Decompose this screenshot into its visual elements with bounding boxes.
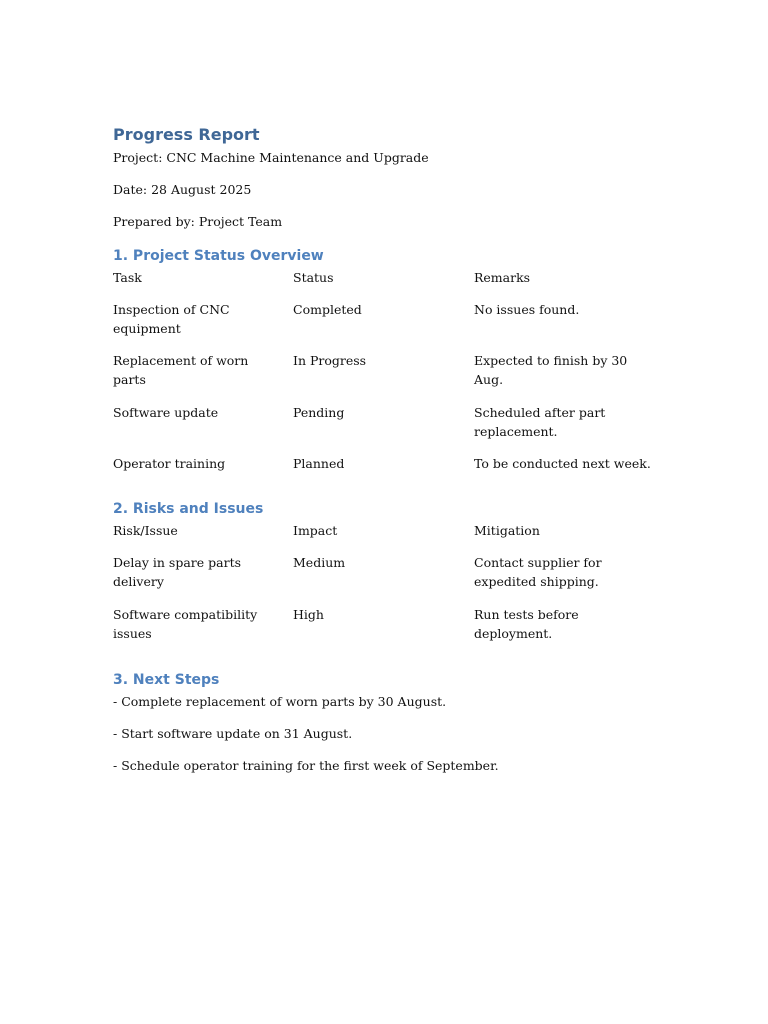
- header-cell-status: Status: [293, 270, 334, 285]
- next-steps-heading: 3. Next Steps: [113, 672, 220, 688]
- status-cell: In Progress: [293, 353, 367, 368]
- header-cell-impact: Impact: [293, 523, 338, 538]
- list-item: - Start software update on 31 August.: [113, 726, 353, 741]
- table-row: [113, 300, 658, 351]
- table-row: [113, 605, 658, 657]
- date-line: Date: 28 August 2025: [113, 182, 252, 197]
- task-cell: Operator training: [113, 456, 226, 471]
- task-cell: Replacement of worn parts: [113, 353, 249, 387]
- risks-heading: 2. Risks and Issues: [113, 501, 264, 517]
- list-item: - Schedule operator training for the first week of September.: [113, 758, 499, 773]
- status-table: [113, 268, 658, 486]
- table-row: [113, 553, 658, 605]
- risks-table: [113, 521, 658, 657]
- remarks-cell: No issues found.: [474, 302, 580, 317]
- header-cell-risk: Risk/Issue: [113, 523, 178, 538]
- list-item: - Complete replacement of worn parts by 30 August.: [113, 694, 447, 709]
- table-row: [113, 403, 658, 454]
- remarks-cell: Expected to finish by 30 Aug.: [474, 353, 628, 387]
- risk-cell: Delay in spare parts delivery: [113, 555, 242, 589]
- status-cell: Completed: [293, 302, 362, 317]
- remarks-cell: Scheduled after part replacement.: [474, 405, 606, 439]
- task-cell: Inspection of CNC equipment: [113, 302, 230, 336]
- table-header-row: [113, 268, 658, 300]
- mitigation-cell: Contact supplier for expedited shipping.: [474, 555, 602, 589]
- status-cell: Planned: [293, 456, 345, 471]
- remarks-cell: To be conducted next week.: [474, 456, 651, 471]
- header-cell-mitigation: Mitigation: [474, 523, 540, 538]
- task-cell: Software update: [113, 405, 219, 420]
- table-row: [113, 454, 658, 486]
- table-header-row: [113, 521, 658, 553]
- mitigation-cell: Run tests before deployment.: [474, 607, 579, 641]
- status-overview-heading: 1. Project Status Overview: [113, 248, 324, 264]
- header-cell-remarks: Remarks: [474, 270, 531, 285]
- prepared-by-line: Prepared by: Project Team: [113, 214, 283, 229]
- document-title: Progress Report: [113, 125, 260, 144]
- header-cell-task: Task: [113, 270, 142, 285]
- impact-cell: High: [293, 607, 324, 622]
- risk-cell: Software compatibility issues: [113, 607, 258, 641]
- impact-cell: Medium: [293, 555, 346, 570]
- status-cell: Pending: [293, 405, 345, 420]
- project-line: Project: CNC Machine Maintenance and Upgrade: [113, 150, 429, 165]
- table-row: [113, 351, 658, 403]
